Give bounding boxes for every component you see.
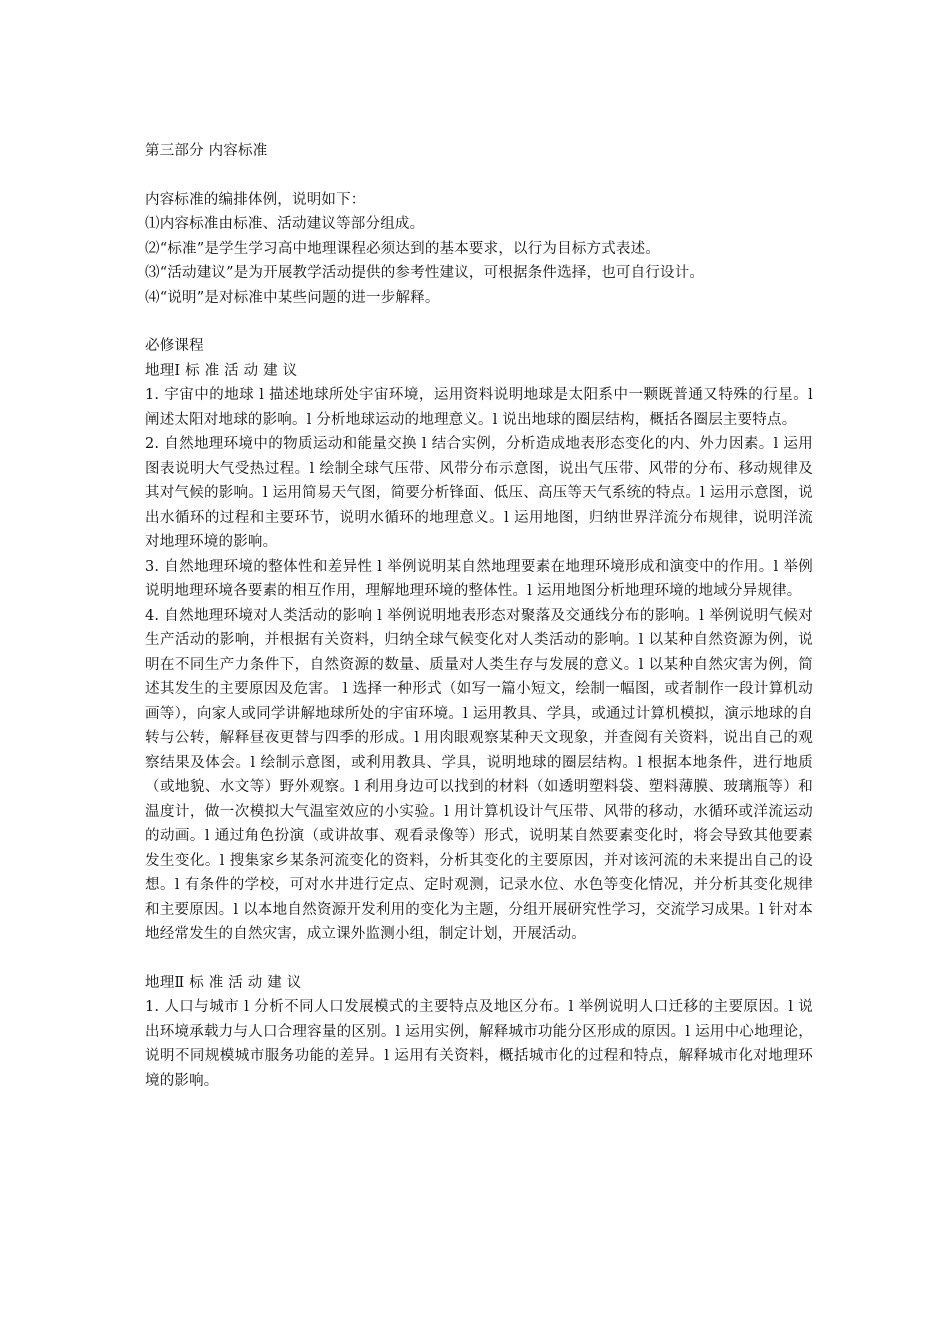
- document-page: [145, 139, 813, 1093]
- spacer: [145, 164, 813, 188]
- spacer: [145, 947, 813, 971]
- intro-item: ⑶“活动建议”是为开展教学活动提供的参考性建议，可根据条件选择，也可自行设计。: [145, 265, 705, 281]
- geo2-paragraph-1: 1. 人口与城市 l 分析不同人口发展模式的主要特点及地区分布。l 举例说明人口迁移的主要原因。l 说出环境承载力与人口合理容量的区别。l 运用实例，解释城市功能分区形成的原因。l 运用中心地理论，说明不同规模城市服务功能的差异。l 运用有关资料，概括城市化的过程和特点，解释城市化对地理环境的影响。: [145, 999, 813, 1089]
- geo1-paragraph-3: 3. 自然地理环境的整体性和差异性 l 举例说明某自然地理要素在地理环境形成和演变中的作用。l 举例说明地理环境各要素的相互作用，理解地理环境的整体性。l 运用地图分析地理环境的地域分异规律。: [145, 558, 813, 599]
- section-title: 必修课程: [145, 338, 204, 354]
- geo2-heading: 地理Ⅱ 标 准 活 动 建 议: [145, 974, 302, 991]
- part-title: 第三部分 内容标准: [145, 143, 268, 159]
- intro-lead: 内容标准的编排体例，说明如下：: [145, 191, 366, 208]
- geo1-paragraph-4: 4. 自然地理环境对人类活动的影响 l 举例说明地表形态对聚落及交通线分布的影响。l 举例说明气候对生产活动的影响，并根据有关资料，归纳全球气候变化对人类活动的影响。l 以某种自然资源为例，说明在不同生产力条件下，自然资源的数量、质量对人类生存与发展的意义。l 以某种自然灾害为例，简述其发生的主要原因及危害。 l 选择一种形式（如写一篇小短文，绘制一幅图，或者制作一段计算机动画等），向家人或同学讲解地球所处的宇宙环境。l 运用教具、学具，或通过计算机模拟，演示地球的自转与公转，解释昼夜更替与四季的形成。l 用肉眼观察某种天文现象，并查阅有关资料，说出自己的观察结果及体会。l 绘制示意图，或利用教具、学具，说明地球的圈层结构。l 根据本地条件，进行地质（或地貌、水文等）野外观察。l 利用身边可以找到的材料（如透明塑料袋、塑料薄膜、玻璃瓶等）和温度计，做一次模拟大气温室效应的小实验。l 用计算机设计气压带、风带的移动，水循环或洋流运动的动画。l 通过角色扮演（或讲故事、观看录像等）形式，说明某自然要素变化时，将会导致其他要素发生变化。l 搜集家乡某条河流变化的资料，分析其变化的主要原因，并对该河流的未来提出自己的设想。l 有条件的学校，可对水井进行定点、定时观测，记录水位、水色等变化情况，并分析其变化规律和主要原因。l 以本地自然资源开发利用的变化为主题，分组开展研究性学习，交流学习成果。l 针对本地经常发生的自然灾害，成立课外监测小组，制定计划，开展活动。: [145, 607, 813, 942]
- geo1-paragraph-1: 1. 宇宙中的地球 l 描述地球所处宇宙环境，运用资料说明地球是太阳系中一颗既普通又特殊的行星。l 阐述太阳对地球的影响。l 分析地球运动的地理意义。l 说出地球的圈层结构，概括各圈层主要特点。: [145, 387, 813, 428]
- geo1-heading: 地理Ⅰ 标 准 活 动 建 议: [145, 362, 298, 379]
- intro-item: ⑴内容标准由标准、活动建议等部分组成。: [145, 216, 425, 232]
- spacer: [145, 310, 813, 334]
- intro-item: ⑵“标准”是学生学习高中地理课程必须达到的基本要求，以行为目标方式表述。: [145, 240, 661, 257]
- geo1-paragraph-2: 2. 自然地理环境中的物质运动和能量交换 l 结合实例，分析造成地表形态变化的内、外力因素。l 运用图表说明大气受热过程。l 绘制全球气压带、风带分布示意图，说出气压带、风带的分布、移动规律及其对气候的影响。l 运用简易天气图，简要分析锋面、低压、高压等天气系统的特点。l 运用示意图，说出水循环的过程和主要环节，说明水循环的地理意义。l 运用地图，归纳世界洋流分布规律，说明洋流对地理环境的影响。: [145, 436, 813, 550]
- intro-item: ⑷“说明”是对标准中某些问题的进一步解释。: [145, 289, 440, 306]
